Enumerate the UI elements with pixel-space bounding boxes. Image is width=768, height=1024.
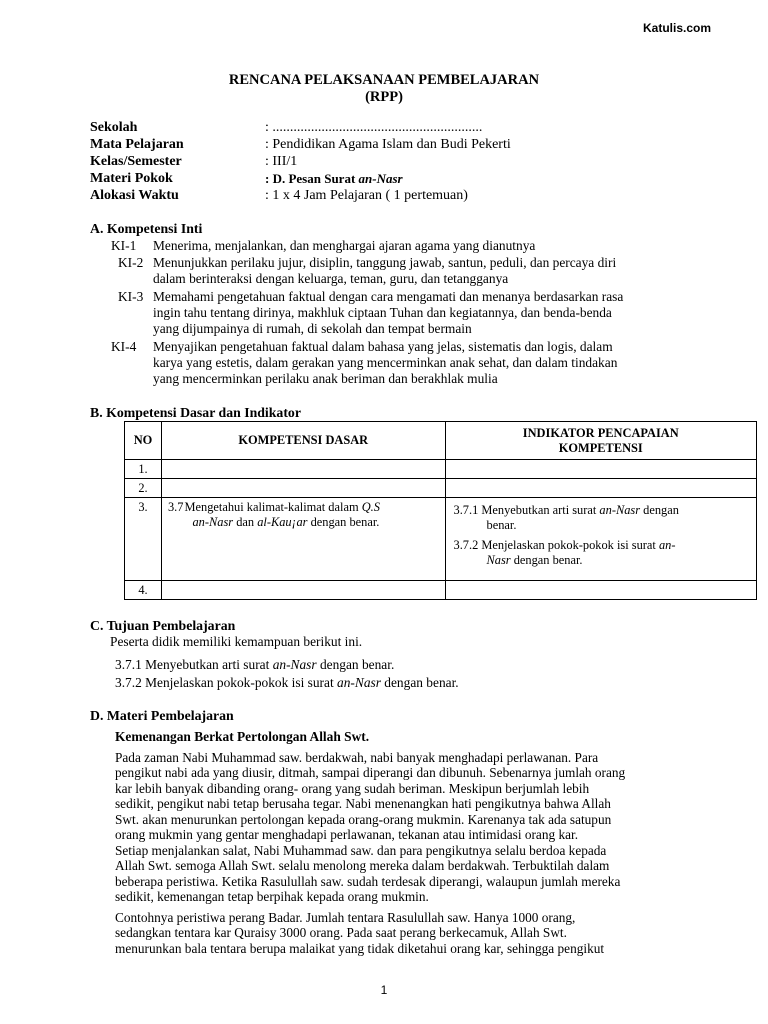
ki-code: KI-4 <box>111 339 137 354</box>
identity-label: Alokasi Waktu <box>90 188 179 203</box>
indicator-item: 3.7.1 Menyebutkan arti surat an-Nasr dengan benar. <box>453 503 679 532</box>
ki-text: Menyajikan pengetahuan faktual dalam bahasa yang jelas, sistematis dan logis, dalam karya yang estetis, dalam gerakan yang mencerminkan anak sehat, dan dalam tindakan yang mencerminkan perilaku anak beriman dan berakhlak mulia <box>153 339 618 386</box>
row-number: 3. <box>125 498 162 581</box>
column-header-indicator: INDIKATOR PENCAPAIAN KOMPETENSI <box>445 422 756 460</box>
row-number: 4. <box>125 581 162 600</box>
identity-label: Sekolah <box>90 120 138 135</box>
identity-value: : D. Pesan Surat an-Nasr <box>265 171 403 186</box>
kd-cell <box>161 581 445 600</box>
ki-code: KI-1 <box>111 238 137 253</box>
row-number: 1. <box>125 460 162 479</box>
identity-value: : III/1 <box>265 154 298 169</box>
material-subheading: Kemenangan Berkat Pertolongan Allah Swt. <box>115 729 370 744</box>
section-d-heading: D. Materi Pembelajaran <box>90 708 234 723</box>
table-row <box>125 581 757 600</box>
identity-value: : 1 x 4 Jam Pelajaran ( 1 pertemuan) <box>265 188 468 203</box>
objective-item: 3.7.2 Menjelaskan pokok-pokok isi surat an-Nasr dengan benar. <box>115 675 459 690</box>
identity-label: Materi Pokok <box>90 171 173 186</box>
identity-value: : ............................................................ <box>265 120 483 135</box>
material-paragraph: Setiap menjalankan salat, Nabi Muhammad saw. dan para pengikutnya selalu berdoa kepada Allah Swt. semoga Allah Swt. selalu menolong mereka dalam berdakwah. Terbuktilah dalam beberapa peristiwa. Ketika Rasulullah saw. sudah terdesak diperangi, walaupun jumlah mereka sedikit, kemenangan tetap berpihak kepada orang mukmin. <box>115 843 621 905</box>
document-subtitle: (RPP) <box>365 89 403 105</box>
indicator-cell <box>445 460 756 479</box>
site-brand: Katulis.com <box>643 21 712 35</box>
page-number: 1 <box>380 983 388 997</box>
section-a-heading: A. Kompetensi Inti <box>90 221 203 236</box>
ki-text: Memahami pengetahuan faktual dengan cara mengamati dan menanya berdasarkan rasa ingin tahu tentang dirinya, makhluk ciptaan Tuhan dan kegiatannya, dan benda-benda yang dijumpainya di rumah, di sekolah dan tempat bermain <box>153 289 624 336</box>
identity-label: Kelas/Semester <box>90 154 182 169</box>
ki-text: Menerima, menjalankan, dan menghargai ajaran agama yang dianutnya <box>153 238 536 253</box>
kd-cell: 3.7 Mengetahui kalimat-kalimat dalam Q.S an-Nasr dan al-Kau¡ar dengan benar. <box>161 498 445 581</box>
identity-value: : Pendidikan Agama Islam dan Budi Pekerti <box>265 137 511 152</box>
column-header-no: NO <box>125 422 162 460</box>
ki-text: Menunjukkan perilaku jujur, disiplin, tanggung jawab, santun, peduli, dan percaya diri dalam berinteraksi dengan keluarga, teman, guru, dan tetangganya <box>153 255 617 286</box>
indicator-cell <box>445 581 756 600</box>
objectives-intro: Peserta didik memiliki kemampuan berikut ini. <box>110 634 363 649</box>
section-b-heading: B. Kompetensi Dasar dan Indikator <box>90 405 301 420</box>
competency-table <box>124 421 757 600</box>
indicator-cell <box>445 479 756 498</box>
material-paragraph: Pada zaman Nabi Muhammad saw. berdakwah, nabi banyak menghadapi perlawanan. Para pengikut nabi ada yang diusir, ditmah, sampai diperangi dan dibunuh. Sebenarnya jumlah orang kar lebih banyak dibanding orang- orang yang sudah beriman. Meskipun berjumlah lebih sedikit, pengikut nabi tetap berusaha tegar. Nabi menenangkan hati pengikutnya bahwa Allah Swt. akan menurunkan pertolongan kepada orang-orang mukmin. Karenanya tak ada satupun orang mukmin yang gentar menghadapi perlawanan, tekanan atau intimidasi orang kar. <box>115 750 626 843</box>
table-row <box>125 460 757 479</box>
column-header-kd: KOMPETENSI DASAR <box>161 422 445 460</box>
ki-code: KI-2 <box>118 255 144 270</box>
kd-cell <box>161 460 445 479</box>
table-row <box>125 498 757 581</box>
identity-label: Mata Pelajaran <box>90 137 184 152</box>
material-paragraph: Contohnya peristiwa perang Badar. Jumlah tentara Rasulullah saw. Hanya 1000 orang, sedangkan tentara kar Quraisy 3000 orang. Pada saat perang berkecamuk, Allah Swt. menurunkan bala tentara berupa malaikat yang tidak diketahui orang kar, sehingga pengikut <box>115 910 605 956</box>
indicator-item: 3.7.2 Menjelaskan pokok-pokok isi surat an- Nasr dengan benar. <box>453 538 676 567</box>
ki-code: KI-3 <box>118 289 144 304</box>
table-row <box>125 479 757 498</box>
table-header-row <box>125 422 757 460</box>
objective-item: 3.7.1 Menyebutkan arti surat an-Nasr dengan benar. <box>115 657 395 672</box>
kd-cell <box>161 479 445 498</box>
indicator-cell <box>445 498 756 581</box>
section-c-heading: C. Tujuan Pembelajaran <box>90 618 236 633</box>
document-title: RENCANA PELAKSANAAN PEMBELAJARAN <box>228 72 540 88</box>
row-number: 2. <box>125 479 162 498</box>
